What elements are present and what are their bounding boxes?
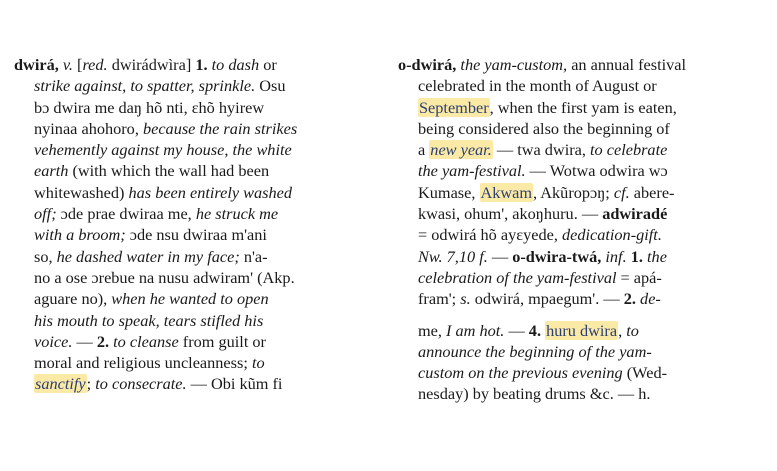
text-line: [398, 160, 760, 181]
text-run: the yam-festival.: [418, 161, 526, 181]
text-run: — Wotwa odwira wɔ: [525, 161, 668, 181]
text-run: his mouth to speak, tears stifled his: [34, 310, 264, 330]
headword: 1.: [195, 55, 208, 74]
text-line: [398, 383, 760, 404]
text-run: so,: [34, 246, 57, 266]
text-run: Osu: [255, 76, 286, 96]
entry-continuation: [398, 320, 760, 405]
text-run: to cleanse: [113, 331, 179, 351]
text-run: red.: [82, 55, 108, 74]
text-line: [398, 118, 760, 139]
right-column: [398, 54, 760, 405]
highlighted-term: Akwam: [480, 182, 533, 202]
text-line: [398, 182, 760, 203]
text-run: moral and religious uncleanness;: [34, 353, 252, 373]
text-run: earth: [34, 161, 69, 181]
headword: o-dwira-twá,: [512, 246, 602, 266]
text-run: s.: [460, 289, 471, 309]
text-line: [398, 203, 760, 224]
text-line: [398, 54, 760, 75]
text-run: n'a-: [239, 246, 268, 266]
text-run: strike against, to spatter, sprinkle.: [34, 76, 256, 96]
text-run: fram';: [418, 289, 461, 309]
text-run: (Wed-: [622, 363, 668, 383]
headword: 4.: [528, 320, 542, 340]
text-line: [14, 182, 370, 203]
text-run: —: [504, 320, 529, 340]
text-line: [14, 160, 370, 181]
text-line: [398, 288, 760, 309]
text-run: vehemently against my house, the white: [34, 140, 292, 160]
text-run: announce the beginning of the yam-: [418, 341, 652, 361]
text-run: ;: [86, 374, 96, 394]
text-run: the yam-custom,: [460, 55, 568, 74]
text-run: ɔde nsu dwiraa m'ani: [125, 225, 267, 245]
text-run: me,: [418, 320, 447, 340]
text-line: [14, 331, 370, 352]
text-run: v.: [62, 55, 73, 74]
text-run: with a broom;: [34, 225, 126, 245]
text-run: —: [72, 331, 97, 351]
highlighted-term: huru dwira: [546, 320, 618, 340]
text-run: nyinaa ahohoro,: [34, 118, 143, 138]
text-run: abere-: [629, 182, 675, 202]
text-line: [14, 139, 370, 160]
text-line: [398, 267, 760, 288]
text-run: odwirá, mpaegum'. —: [470, 289, 624, 309]
text-run: he dashed water in my face;: [56, 246, 240, 266]
headword: adwiradé: [602, 204, 668, 224]
text-line: [14, 224, 370, 245]
text-run: , when the first yam is eaten,: [489, 97, 677, 117]
text-line: [398, 75, 760, 96]
text-run: Nw. 7,10 f.: [418, 246, 488, 266]
text-run: to: [251, 353, 265, 373]
text-run: or: [259, 55, 277, 74]
text-run: he struck me: [195, 204, 279, 224]
text-line: [14, 203, 370, 224]
text-run: from guilt or: [178, 331, 266, 351]
text-line: [14, 97, 370, 118]
text-run: dwirádwìra]: [107, 55, 196, 74]
text-line: [14, 75, 370, 96]
text-run: (with which the wall had been: [68, 161, 270, 181]
headword: 2.: [623, 289, 636, 309]
text-line: [398, 139, 760, 160]
text-run: a: [418, 140, 430, 160]
text-run: aguare no),: [34, 289, 112, 309]
text-line: [398, 341, 760, 362]
text-run: —: [487, 246, 513, 266]
text-run: bɔ dwira me daŋ hõ nti, ɛhõ hyirew: [34, 97, 265, 117]
text-line: [14, 246, 370, 267]
headword: dwirá,: [14, 55, 59, 74]
text-line: [14, 54, 370, 75]
text-run: being considered also the beginning of: [418, 118, 670, 138]
text-run: Kumase,: [418, 182, 480, 202]
text-line: [398, 97, 760, 118]
text-run: cf.: [613, 182, 630, 202]
text-line: [398, 320, 760, 341]
text-line: [14, 352, 370, 373]
text-run: — twa dwira,: [492, 140, 591, 160]
text-run: off;: [34, 204, 57, 224]
text-line: [398, 246, 760, 267]
text-run: de-: [640, 289, 661, 309]
text-run: voice.: [34, 331, 73, 351]
text-run: to: [626, 320, 639, 340]
text-line: [14, 267, 370, 288]
text-run: celebration of the yam-festival: [418, 267, 617, 287]
text-run: custom on the previous evening: [418, 363, 623, 383]
text-run: whitewashed): [34, 182, 129, 202]
text-run: has been entirely washed: [128, 182, 293, 202]
text-run: to consecrate.: [95, 374, 187, 394]
text-run: nesday) by beating drums &c. — h.: [418, 384, 651, 404]
text-run: I am hot.: [446, 320, 505, 340]
text-run: ,: [618, 320, 627, 340]
text-run: , Akũropɔŋ;: [533, 182, 614, 202]
text-run: when he wanted to open: [111, 289, 269, 309]
text-run: because the rain strikes: [142, 118, 298, 138]
column-gap: [398, 310, 760, 320]
headword: 2.: [96, 331, 110, 351]
text-run: = odwirá hõ ayɛyede,: [418, 225, 562, 245]
text-run: no a ose ɔrebue na nusu adwiram' (Akp.: [34, 267, 295, 287]
text-run: [: [72, 55, 83, 74]
left-column: [14, 54, 370, 395]
text-run: kwasi, ohum', akoŋhuru. —: [418, 204, 603, 224]
text-line: [14, 310, 370, 331]
headword: o-dwirá,: [398, 55, 457, 74]
text-run: celebrated in the month of August or: [418, 76, 657, 96]
text-run: inf.: [605, 246, 627, 266]
text-run: dedication-gift.: [561, 225, 662, 245]
text-run: = apá-: [616, 267, 662, 287]
text-run: to celebrate: [590, 140, 668, 160]
highlighted-term: sanctify: [35, 374, 86, 394]
text-run: — Obi kũm fi: [186, 374, 283, 394]
highlighted-term: new year.: [430, 140, 492, 160]
text-line: [398, 224, 760, 245]
text-run: ɔde prae dwiraa me,: [56, 204, 196, 224]
text-line: [398, 362, 760, 383]
text-run: an annual festival: [567, 55, 687, 74]
entry-odwira: [398, 54, 760, 310]
text-line: [14, 373, 370, 394]
highlighted-term: September: [419, 97, 489, 117]
text-line: [14, 118, 370, 139]
text-run: to dash: [211, 55, 260, 74]
text-run: the: [647, 246, 667, 266]
text-line: [14, 288, 370, 309]
headword: 1.: [630, 246, 643, 266]
